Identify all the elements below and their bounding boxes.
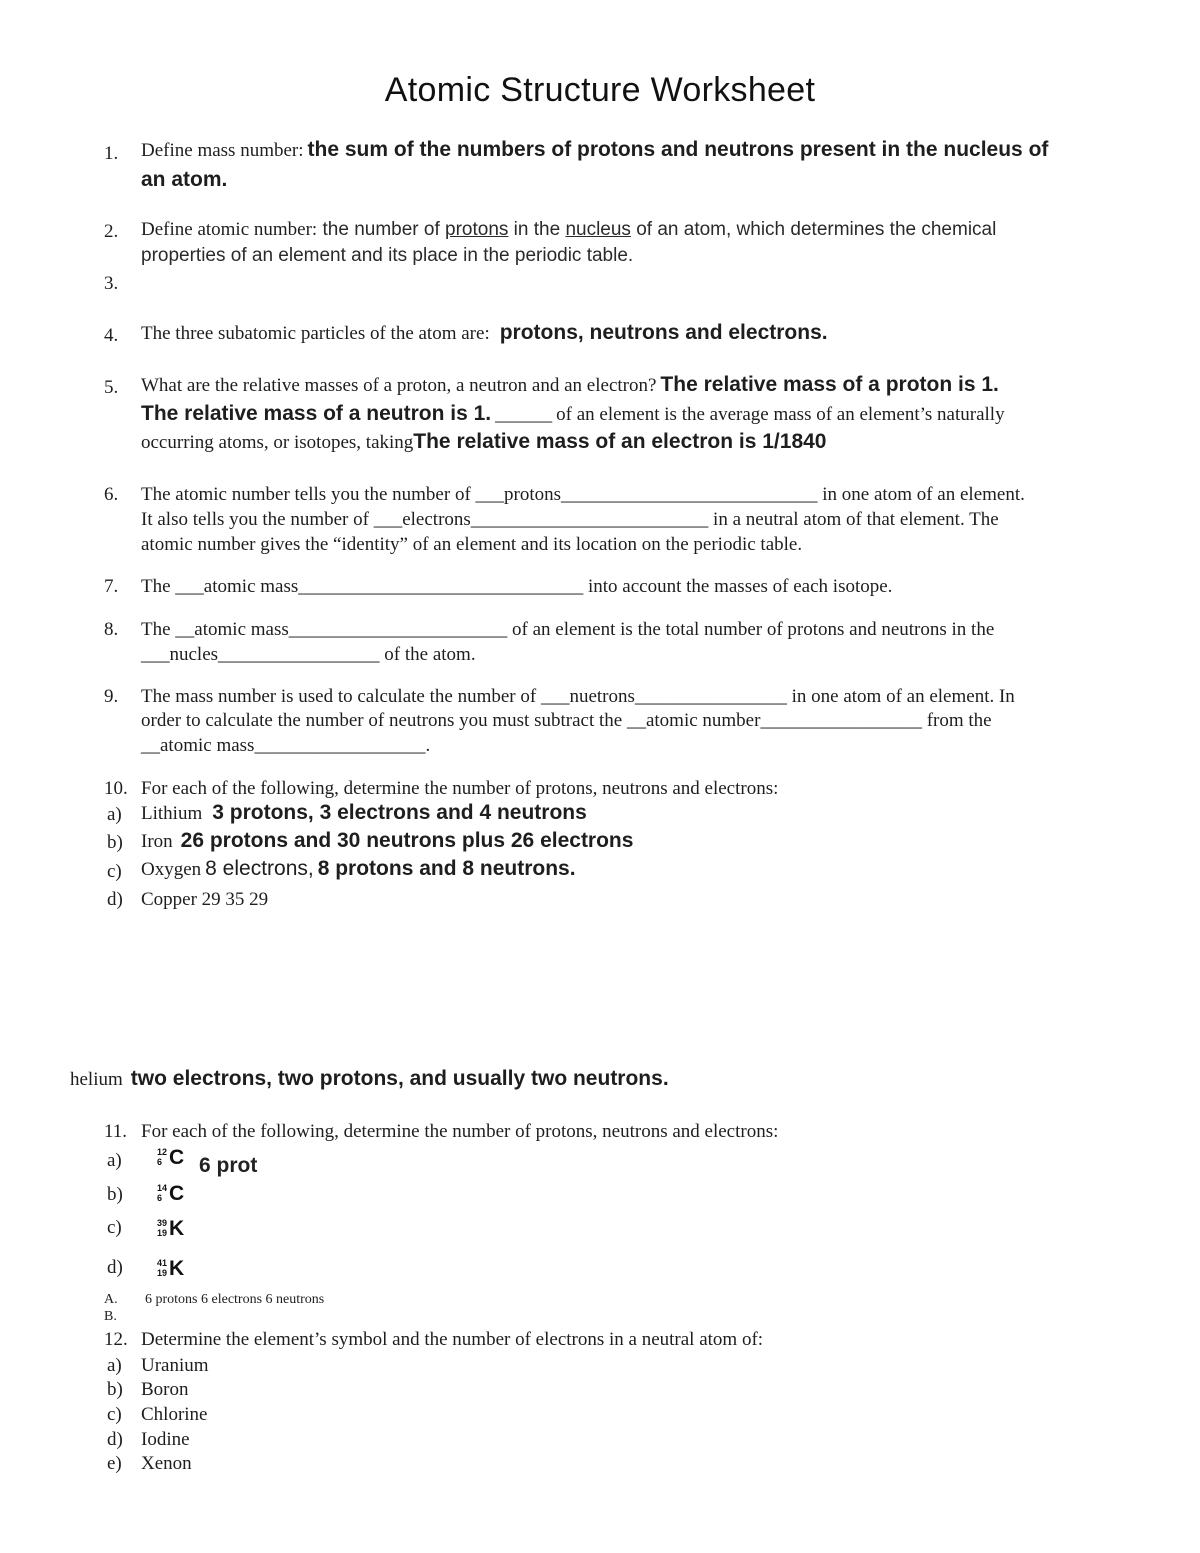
- q8-line1: The __atomic mass_______________________ of an element is the total number of protons and neutrons in the: [141, 619, 995, 640]
- q1-answer-line2: an atom.: [141, 168, 228, 191]
- q4-answer: protons, neutrons and electrons.: [499, 321, 828, 344]
- q8-line2: ___nucles_________________ of the atom.: [141, 644, 476, 665]
- q5-line1: [141, 373, 999, 397]
- q11-c-label: c): [107, 1217, 122, 1238]
- q4-prompt: The three subatomic particles of the atom are:: [141, 323, 490, 344]
- q9-number: 9.: [104, 686, 119, 707]
- q5-answer-electron: The relative mass of an electron is 1/1840: [413, 430, 827, 453]
- q12-e-label: e): [107, 1453, 122, 1474]
- q5-number: 5.: [104, 377, 119, 398]
- q1-answer: the sum of the numbers of protons and neutrons present in the nucleus of: [307, 138, 1049, 161]
- q4-line: [141, 321, 828, 345]
- q12-e: Xenon: [141, 1453, 192, 1474]
- q12-a: Uranium: [141, 1355, 209, 1376]
- q3-number: 3.: [104, 273, 119, 294]
- isotope-k39: 39 19 K: [157, 1217, 185, 1240]
- q9-line2: order to calculate the number of neutrons you must subtract the __atomic number_________________ from the: [141, 710, 992, 731]
- q7-number: 7.: [104, 576, 119, 597]
- q11-prompt: For each of the following, determine the number of protons, neutrons and electrons:: [141, 1121, 779, 1142]
- q5-line2: The relative mass of a neutron is 1. ______ of an element is the average mass of an element’s naturally: [141, 402, 1005, 425]
- q2-nucleus-link: nucleus: [565, 219, 631, 240]
- q12-c: Chlorine: [141, 1404, 208, 1425]
- q10-b-label: b): [107, 832, 123, 853]
- q12-a-label: a): [107, 1355, 122, 1376]
- q11-a-answer: 6 prot: [199, 1154, 258, 1177]
- q7-line1: The ___atomic mass______________________________ into account the masses of each isotope.: [141, 576, 893, 597]
- q10-b: Iron 26 protons and 30 neutrons plus 26 electrons: [141, 829, 634, 852]
- helium-line: helium two electrons, two protons, and usually two neutrons.: [70, 1067, 669, 1090]
- q10-a-label: a): [107, 804, 122, 825]
- q2-line2: properties of an element and its place in the periodic table.: [141, 245, 634, 266]
- q12-b-label: b): [107, 1379, 123, 1400]
- q8-fill: __atomic mass_______________________: [175, 619, 508, 640]
- q10-b-answer: 26 protons and 30 neutrons plus 26 electrons: [180, 829, 634, 852]
- q2-number: 2.: [104, 221, 119, 242]
- q8-fill2: ___nucles_________________: [141, 644, 380, 665]
- q2-prompt: Define atomic number:: [141, 219, 318, 240]
- helium-answer: two electrons, two protons, and usually two neutrons.: [130, 1067, 669, 1090]
- q10-c-answer: 8 protons and 8 neutrons.: [317, 857, 576, 880]
- q5-prompt: What are the relative masses of a proton, a neutron and an electron?: [141, 375, 657, 396]
- q9-fill-atomic-number: __atomic number_________________: [626, 710, 922, 731]
- isotope-k41: 41 19 K: [157, 1257, 185, 1280]
- q4-number: 4.: [104, 325, 119, 346]
- q6-line3: atomic number gives the “identity” of an element and its location on the periodic table.: [141, 534, 803, 555]
- q10-prompt: For each of the following, determine the number of protons, neutrons and electrons:: [141, 778, 779, 799]
- q5-answer-proton: The relative mass of a proton is 1.: [660, 373, 999, 396]
- q1-line1: [141, 138, 1048, 162]
- q1-number: 1.: [104, 143, 119, 164]
- q9-line1: The mass number is used to calculate the number of ___nuetrons________________ in one atom of an element. In: [141, 686, 1015, 707]
- q9-line3: __atomic mass__________________.: [141, 735, 431, 756]
- q10-a: Lithium 3 protons, 3 electrons and 4 neutrons: [141, 801, 587, 824]
- q12-d-label: d): [107, 1429, 123, 1450]
- q6-line2: It also tells you the number of ___electrons_________________________ in a neutral atom of that element. The: [141, 509, 999, 530]
- q10-a-answer: 3 protons, 3 electrons and 4 neutrons: [212, 801, 587, 824]
- isotope-c12: 12 6 C: [157, 1146, 185, 1169]
- q5-line3: occurring atoms, or isotopes, takingThe relative mass of an electron is 1/1840: [141, 430, 827, 453]
- page-title: Atomic Structure Worksheet: [384, 71, 816, 109]
- q1-prompt: Define mass number:: [141, 140, 304, 161]
- q10-d-label: d): [107, 889, 123, 910]
- q11-b-label: b): [107, 1184, 123, 1205]
- q6-fill-protons: ___protons___________________________: [475, 484, 818, 505]
- q5-answer-neutron: The relative mass of a neutron is 1.: [141, 402, 492, 425]
- q11-note-a: 6 protons 6 electrons 6 neutrons: [145, 1292, 325, 1307]
- q12-prompt: Determine the element’s symbol and the number of electrons in a neutral atom of:: [141, 1329, 764, 1350]
- q10-d: Copper 29 35 29: [141, 889, 269, 910]
- q2-line1: Define atomic number: the number of protons in the nucleus of an atom, which determines the chemical: [141, 219, 997, 240]
- q10-c: Oxygen 8 electrons, 8 protons and 8 neutrons.: [141, 857, 576, 880]
- q12-number: 12.: [104, 1329, 128, 1350]
- q2-protons-link: protons: [445, 219, 509, 240]
- q6-fill-electrons: ___electrons_________________________: [373, 509, 709, 530]
- q6-line1: The atomic number tells you the number of ___protons___________________________ in one atom of an element.: [141, 484, 1025, 505]
- q11-a-label: a): [107, 1150, 122, 1171]
- q11-d-label: d): [107, 1257, 123, 1278]
- q10-c-label: c): [107, 861, 122, 882]
- q12-c-label: c): [107, 1404, 122, 1425]
- q11-note-a-label: A.: [104, 1292, 118, 1307]
- q9-fill-atomic-mass: __atomic mass__________________: [141, 735, 426, 756]
- q7-fill: ___atomic mass______________________________: [175, 576, 584, 597]
- q9-fill-neutrons: ___nuetrons________________: [540, 686, 787, 707]
- q8-number: 8.: [104, 619, 119, 640]
- q12-d: Iodine: [141, 1429, 190, 1450]
- q11-number: 11.: [104, 1121, 128, 1142]
- q10-number: 10.: [104, 778, 128, 799]
- q11-note-b-label: B.: [104, 1309, 117, 1324]
- q6-number: 6.: [104, 484, 119, 505]
- isotope-c14: 14 6 C: [157, 1182, 185, 1205]
- q12-b: Boron: [141, 1379, 189, 1400]
